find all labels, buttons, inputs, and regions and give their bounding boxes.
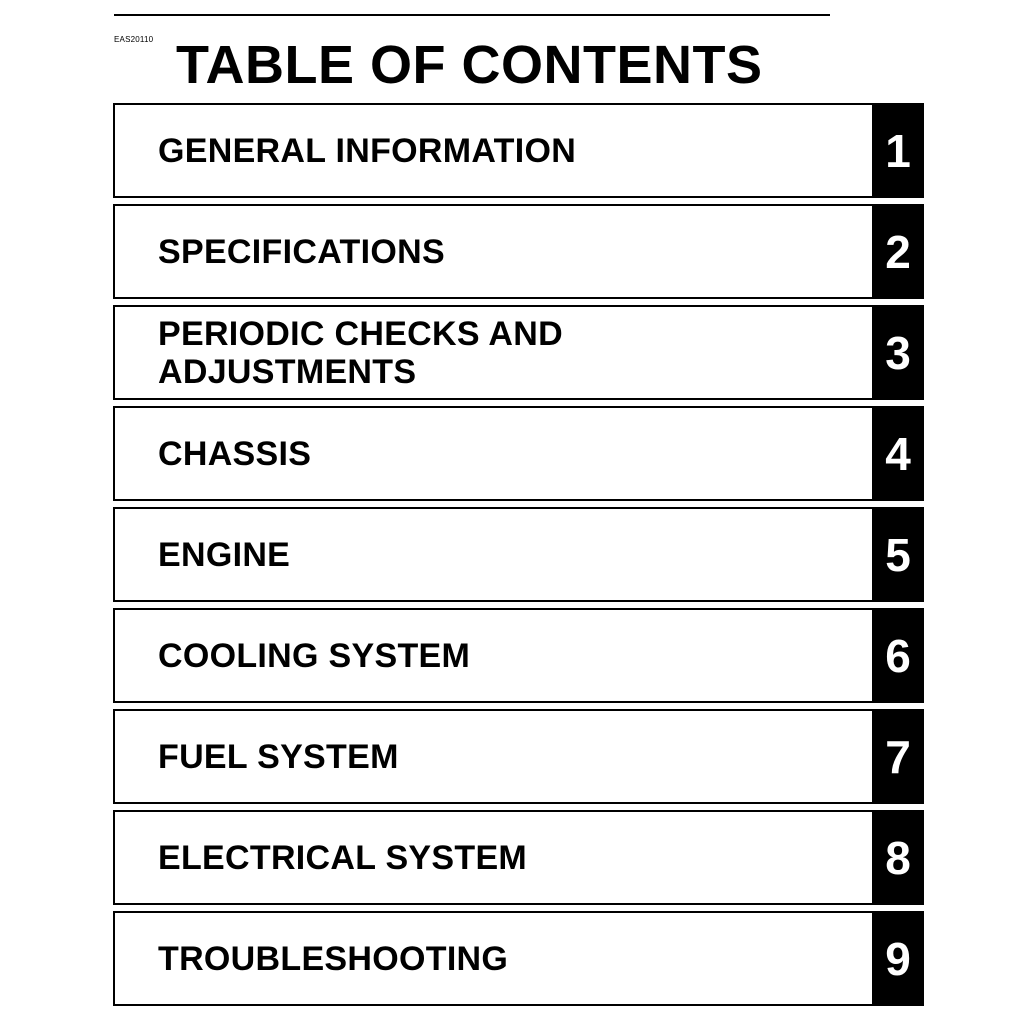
- chapter-tab: [872, 305, 924, 400]
- toc-entry-engine[interactable]: [113, 507, 924, 602]
- chapter-tab: [872, 810, 924, 905]
- toc-entry-periodic-checks[interactable]: [113, 305, 924, 400]
- toc-entry-label: COOLING SYSTEM: [158, 636, 471, 675]
- toc-list: [113, 103, 924, 1012]
- toc-entry-label: FUEL SYSTEM: [158, 737, 399, 776]
- chapter-tab: [872, 911, 924, 1006]
- toc-entry-label: CHASSIS: [158, 434, 312, 473]
- toc-entry-chassis[interactable]: [113, 406, 924, 501]
- toc-entry-cooling-system[interactable]: [113, 608, 924, 703]
- chapter-tab: [872, 608, 924, 703]
- toc-entry-label: PERIODIC CHECKS AND ADJUSTMENTS: [158, 314, 563, 391]
- toc-entry-fuel-system[interactable]: [113, 709, 924, 804]
- toc-entry-label: TROUBLESHOOTING: [158, 939, 509, 978]
- chapter-number: 4: [885, 427, 911, 480]
- chapter-number: 3: [885, 326, 911, 379]
- chapter-number: 7: [885, 730, 911, 783]
- toc-entry-specifications[interactable]: [113, 204, 924, 299]
- chapter-tab: [872, 103, 924, 198]
- chapter-number: 5: [885, 528, 911, 581]
- chapter-number: 6: [885, 629, 911, 682]
- toc-entry-label: GENERAL INFORMATION: [158, 131, 577, 170]
- top-rule: [114, 14, 830, 16]
- toc-entry-label: SPECIFICATIONS: [158, 232, 445, 271]
- chapter-tab: [872, 507, 924, 602]
- chapter-number: 1: [885, 124, 911, 177]
- document-code: EAS20110: [114, 35, 154, 44]
- chapter-tab: [872, 406, 924, 501]
- chapter-number: 8: [885, 831, 911, 884]
- toc-entry-general-information[interactable]: [113, 103, 924, 198]
- chapter-number: 2: [885, 225, 911, 278]
- toc-entry-label: ENGINE: [158, 535, 291, 574]
- chapter-tab: [872, 204, 924, 299]
- chapter-tab: [872, 709, 924, 804]
- chapter-number: 9: [885, 932, 911, 985]
- toc-entry-electrical-system[interactable]: [113, 810, 924, 905]
- page-title: TABLE OF CONTENTS: [176, 35, 763, 95]
- toc-entry-label: ELECTRICAL SYSTEM: [158, 838, 528, 877]
- toc-entry-troubleshooting[interactable]: [113, 911, 924, 1006]
